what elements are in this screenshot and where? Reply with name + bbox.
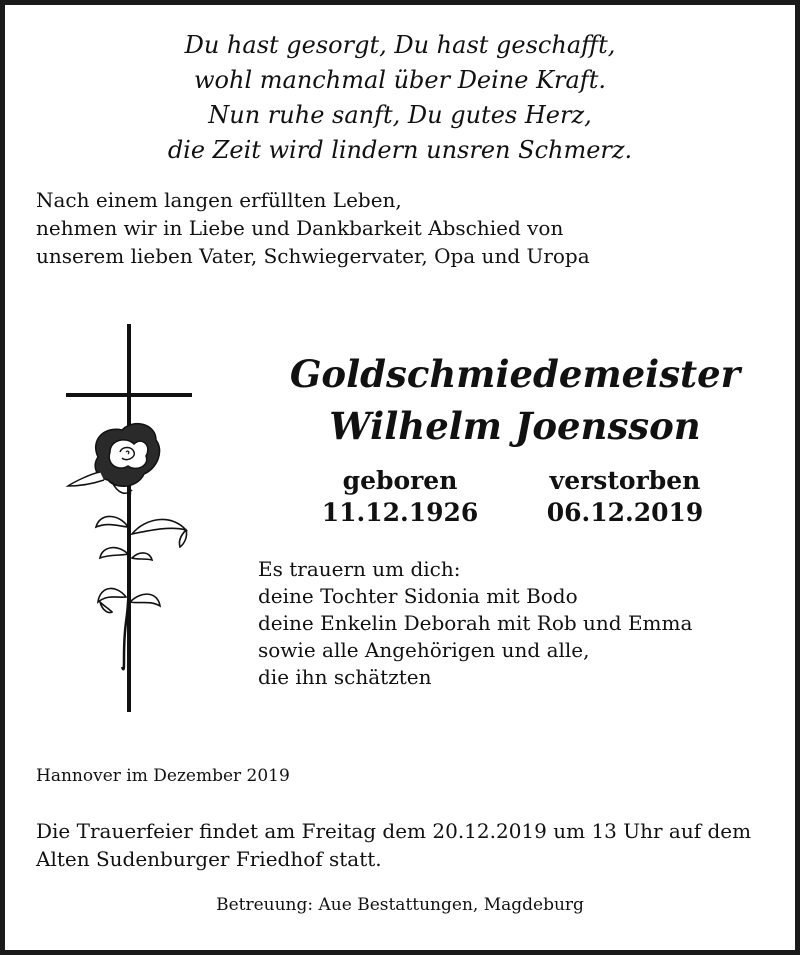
intro-line: unserem lieben Vater, Schwiegervater, Opa und Uropa	[36, 244, 590, 268]
poem-line: Nun ruhe sanft, Du gutes Herz,	[208, 101, 592, 129]
died-label: verstorben	[549, 466, 701, 495]
cross-with-rose-icon	[60, 322, 210, 714]
place-and-date: Hannover im Dezember 2019	[36, 766, 290, 786]
death-block	[525, 465, 725, 529]
intro-line: Nach einem langen erfüllten Leben,	[36, 188, 402, 212]
cross-horizontal-bar	[66, 393, 192, 397]
rose-bloom	[68, 424, 160, 494]
mourners-line: Es trauern um dich:	[258, 557, 461, 581]
funeral-info	[36, 817, 776, 873]
born-label: geboren	[342, 466, 458, 495]
mourners-line: sowie alle Angehörigen und alle,	[258, 638, 590, 662]
intro-text	[36, 186, 756, 270]
funeral-home-credit: Betreuung: Aue Bestattungen, Magdeburg	[216, 895, 584, 915]
poem	[0, 28, 800, 168]
birth-block	[310, 465, 490, 529]
deceased-title: Goldschmiedemeister	[289, 352, 741, 396]
deceased-name-block	[255, 348, 775, 452]
intro-line: nehmen wir in Liebe und Dankbarkeit Abschied von	[36, 216, 564, 240]
mourners-line: die ihn schätzten	[258, 665, 432, 689]
rose-leaves	[96, 516, 187, 612]
mourners-list	[258, 556, 778, 691]
mourners-line: deine Tochter Sidonia mit Bodo	[258, 584, 578, 608]
mourners-line: deine Enkelin Deborah mit Rob und Emma	[258, 611, 693, 635]
funeral-line: Alten Sudenburger Friedhof statt.	[36, 847, 382, 871]
poem-line: Du hast gesorgt, Du hast geschafft,	[184, 31, 616, 59]
funeral-line: Die Trauerfeier findet am Freitag dem 20.12.2019 um 13 Uhr auf dem	[36, 819, 752, 843]
poem-line: die Zeit wird lindern unsren Schmerz.	[167, 136, 633, 164]
died-date: 06.12.2019	[546, 498, 704, 527]
deceased-name: Wilhelm Joensson	[329, 404, 701, 448]
poem-line: wohl manchmal über Deine Kraft.	[194, 66, 606, 94]
born-date: 11.12.1926	[321, 498, 479, 527]
